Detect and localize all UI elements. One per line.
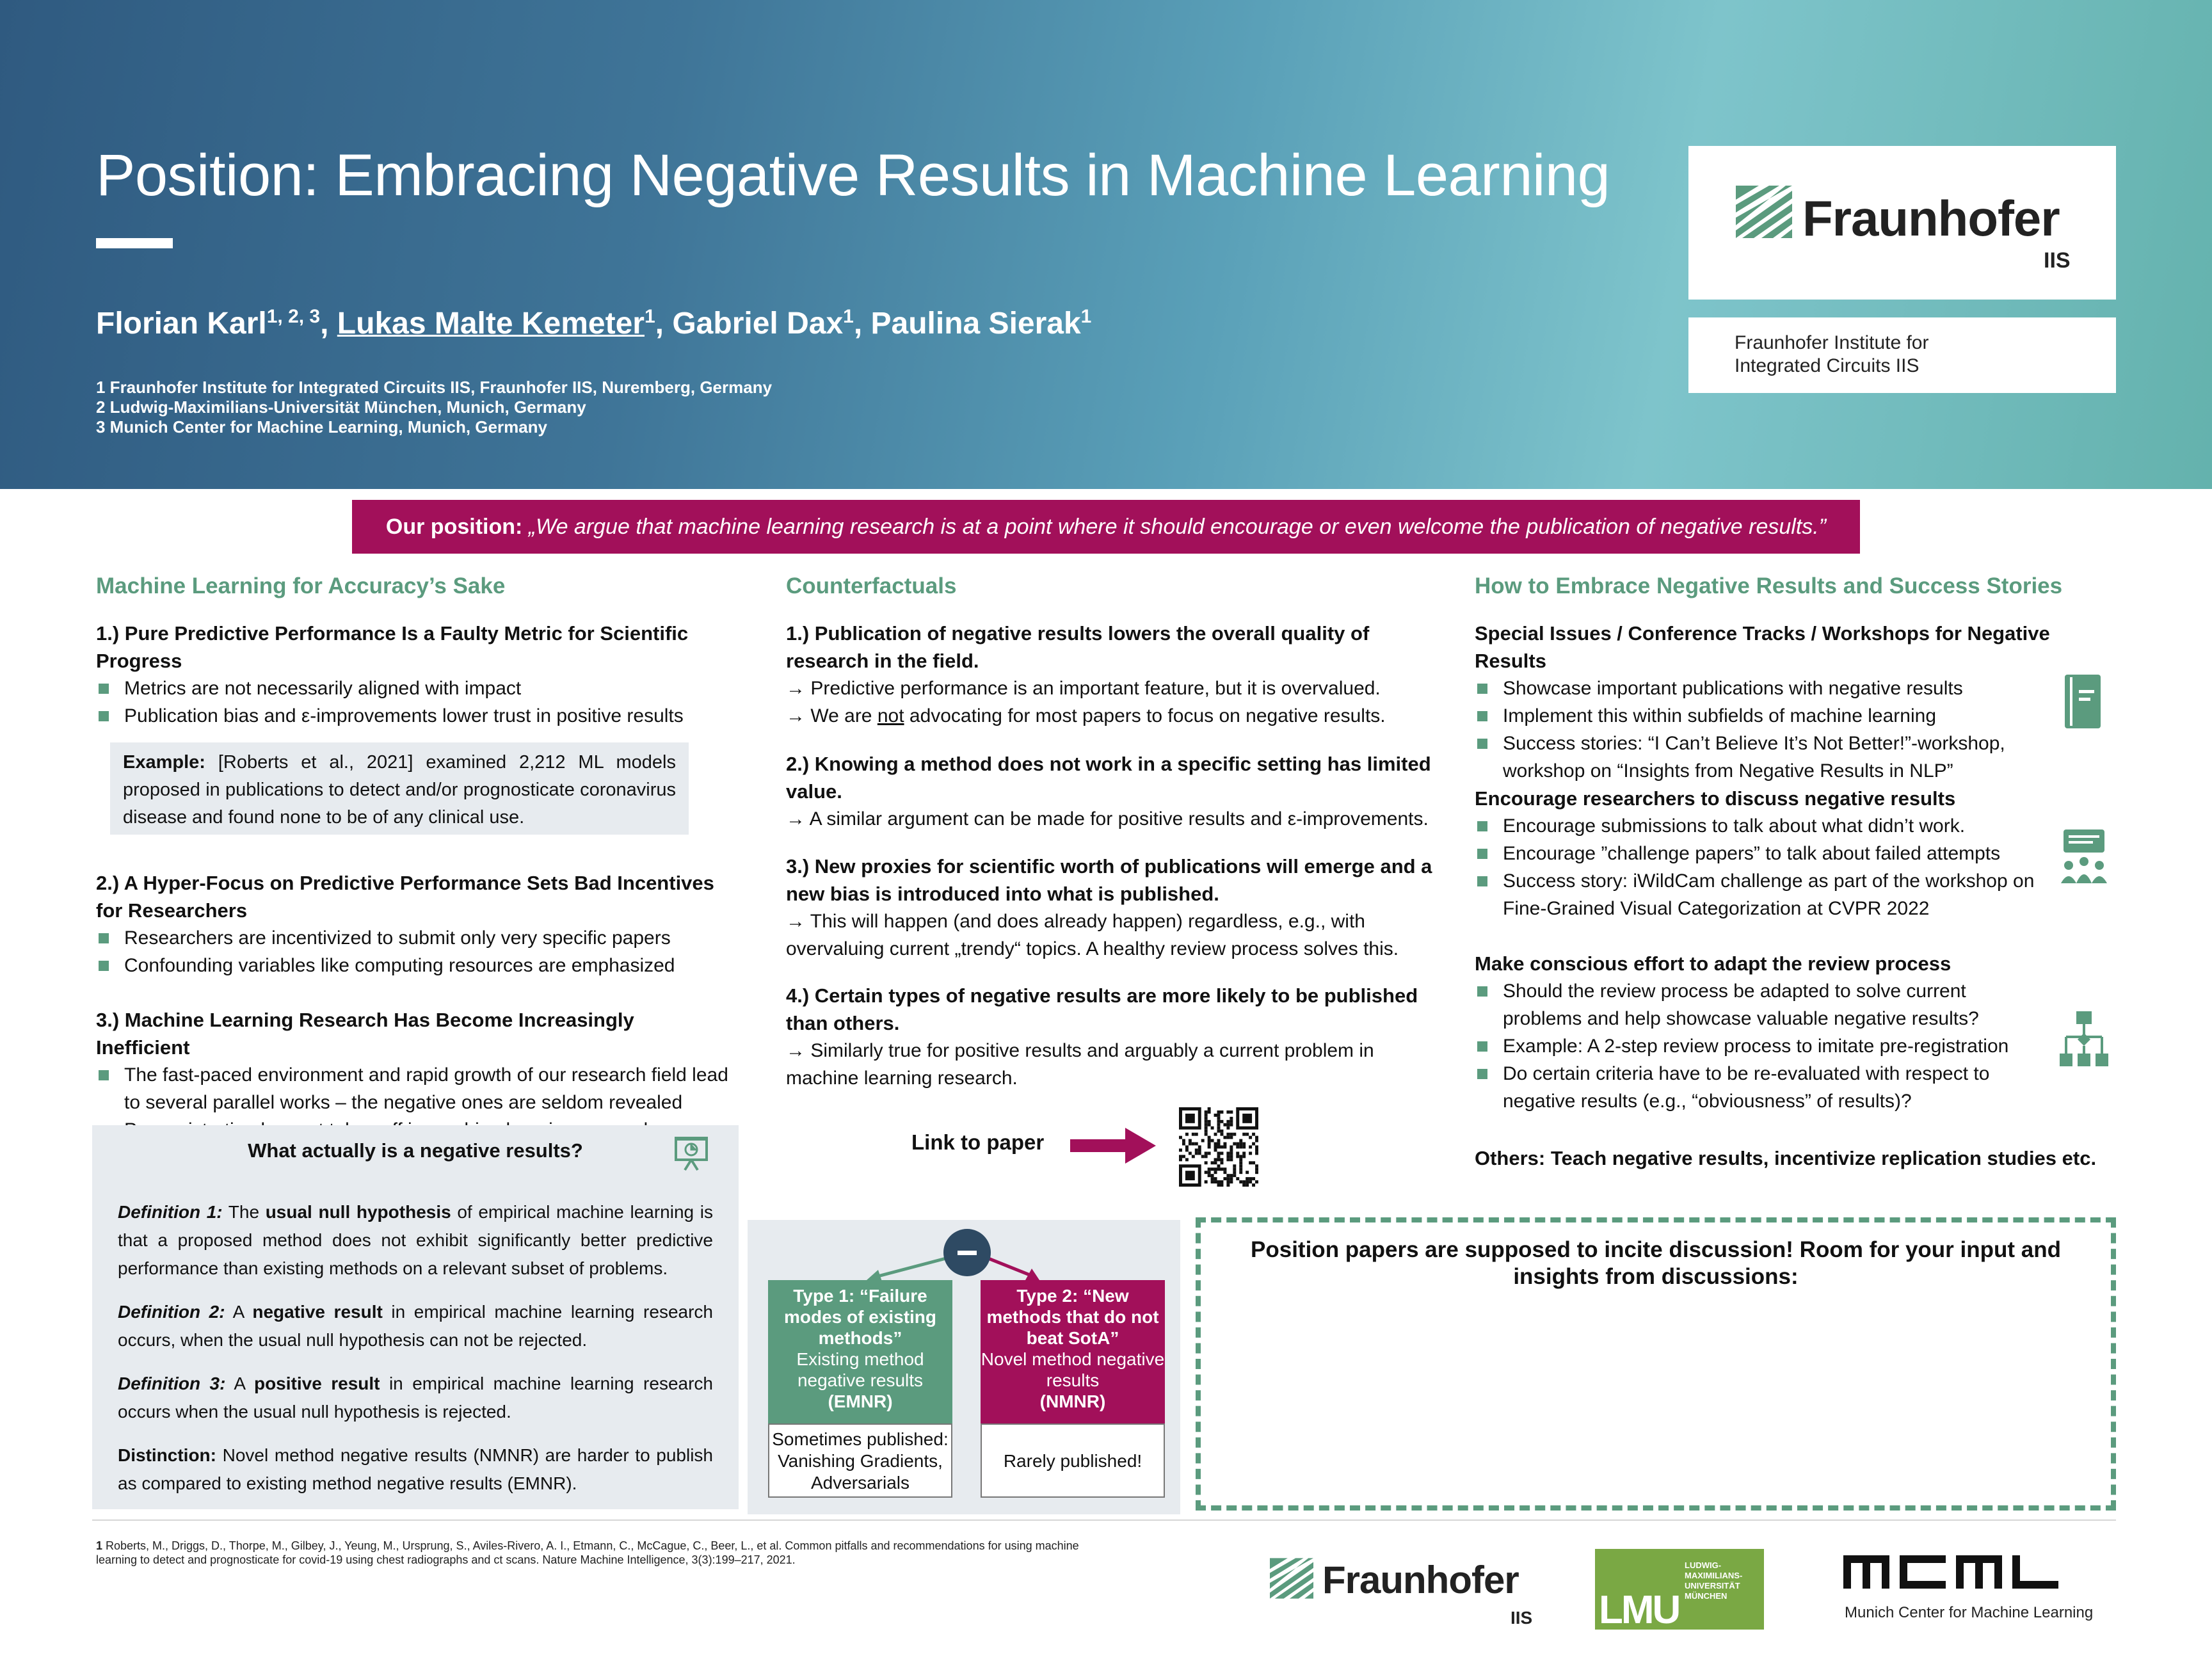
group-discussion-icon [2060, 830, 2108, 883]
list-item: Publication bias and ε-improvements lower trust in positive results [96, 702, 723, 730]
col3-group-1: Special Issues / Conference Tracks / Workshops for Negative Results Showcase important publications with negative results Implement this within subfields of machine learning Success stories: “I Can’t Believe It’s Not Better!”-workshop, workshop on “Insights from Negative Results in NLP” [1475, 620, 2115, 785]
definition-3: Definition 3: A positive result in empirical machine learning research occurs when the usual null hypothesis is rejected. [118, 1374, 713, 1422]
logo-wordmark: Fraunhofer [1802, 190, 2060, 246]
affiliation: 3 Munich Center for Machine Learning, Munich, Germany [96, 417, 547, 437]
counterfactual-4: 4.) Certain types of negative results are more likely to be published than others. → Similarly true for positive results and arguably a current problem in machine learning research. [786, 984, 1418, 1089]
col1-section-3: 3.) Machine Learning Research Has Become Increasingly Inefficient The fast-paced environment and rapid growth of our research field lead to several parallel works – the negative ones are seldom revealed [96, 1006, 730, 1144]
fraunhofer-logo-icon [1736, 186, 1792, 238]
list-item: Encourage ”challenge papers” to talk about failed attempts [1475, 840, 2038, 867]
discussion-box[interactable] [1196, 1217, 2116, 1511]
col1-title: Machine Learning for Accuracy’s Sake [96, 573, 506, 598]
fraunhofer-logo-icon [1270, 1558, 1313, 1599]
institute-name: Fraunhofer Institute for Integrated Circuits IIS [1688, 317, 2116, 393]
counterfactual-3: 3.) New proxies for scientific worth of publications will emerge and a new bias is introduced into what is published. → This will happen (and does already happen) regardless, e.g., with overvaluing current „trendy“ topics. A healthy review process solves this. [786, 855, 1432, 959]
title-underline [96, 238, 173, 248]
col3-title: How to Embrace Negative Results and Success Stories [1475, 573, 2063, 598]
col3-group-2: Encourage researchers to discuss negative results Encourage submissions to talk about what didn’t work. Encourage ”challenge papers” to talk about failed attempts Success story: iWildCam challenge as part of the workshop on Fine-Grained Visual Categorization at CVPR 2022 [1475, 785, 2115, 922]
negative-result-types [748, 1220, 1180, 1514]
counterfactual-2: 2.) Knowing a method does not work in a specific setting has limited value. → A similar argument can be made for positive results and ε-improvements. [786, 753, 1431, 830]
author: Gabriel Dax$^1$, [672, 306, 871, 341]
definition-2: Definition 2: A negative result in empirical machine learning research occurs, when the usual null hypothesis can not be rejected. [118, 1302, 713, 1350]
author: Lukas Malte Kemeter$^1$, [337, 306, 673, 341]
minus-icon [943, 1229, 991, 1276]
others-note: Others: Teach negative results, incentivize replication studies etc. [1475, 1147, 2097, 1169]
author: Paulina Sierak$^1$ [870, 306, 1092, 341]
list-item: Success story: iWildCam challenge as part of the workshop on Fine-Grained Visual Categorization at CVPR 2022 [1475, 867, 2038, 922]
book-icon [2065, 675, 2101, 728]
type-2-box: Type 2: “New methods that do not beat SotA” Novel method negative results (NMNR) [981, 1280, 1165, 1423]
discussion-prompt: Position papers are supposed to incite discussion! Room for your input and insights from discussions: [1251, 1237, 2061, 1289]
counterfactual-1: 1.) Publication of negative results lowers the overall quality of research in the field. → Predictive performance is an important feature, but it is overvalued. → We are not advocating for most papers to focus on negative results. [786, 622, 1386, 726]
col1-section-1: 1.) Pure Predictive Performance Is a Faulty Metric for Scientific Progress Metrics are not necessarily aligned with impact Publication bias and ε-improvements lower trust in positive results [96, 620, 723, 730]
header [0, 0, 2212, 489]
mcml-logo [1843, 1555, 2058, 1594]
definitions-title: What actually is a negative results? [248, 1139, 583, 1162]
footer-divider [92, 1519, 2116, 1521]
list-item: The fast-paced environment and rapid growth of our research field lead to several parallel works – the negative ones are seldom revealed [96, 1061, 730, 1116]
col3-group-3: Make conscious effort to adapt the review process Should the review process be adapted to solve current problems and help showcase valuable negative results? Example: A 2-step review process to imitate pre-registration Do certain criteria have to be re-evaluated with respect to negative results (e.g., “obviousness” of results)? [1475, 950, 2115, 1115]
type-2-note: Rarely published! [981, 1423, 1165, 1498]
list-item: Success stories: “I Can’t Believe It’s Not Better!”-workshop, workshop on “Insights from Negative Results in NLP” [1475, 730, 2038, 785]
arrow-right-icon [1070, 1128, 1156, 1164]
affiliations [96, 378, 772, 437]
type-1-box: Type 1: “Failure modes of existing methods” Existing method negative results (EMNR) [768, 1280, 952, 1423]
logo-iis: IIS [2044, 248, 2071, 273]
col2-title: Counterfactuals [786, 573, 957, 598]
hierarchy-icon [2060, 1011, 2108, 1068]
list-item: Implement this within subfields of machine learning [1475, 702, 2038, 730]
list-item: Do certain criteria have to be re-evaluated with respect to negative results (e.g., “obviousness” of results)? [1475, 1060, 2038, 1115]
poster-title: Position: Embracing Negative Results in Machine Learning [96, 143, 1610, 208]
list-item: Researchers are incentivized to submit only very specific papers [96, 924, 742, 952]
reference: 1 Roberts, M., Driggs, D., Thorpe, M., Gilbey, J., Yeung, M., Ursprung, S., Aviles-Rivero, A. I., Etmann, C., McCague, C., Beer, L., et al. Common pitfalls and recommendations for using machine learning to detect and prognosticate for covid-19 using chest radiographs and ct scans. Nature Machine Intelligence, 3(3):199–217, 2021. [96, 1539, 1079, 1566]
fraunhofer-logo [1688, 146, 2116, 300]
link-to-paper-label: Link to paper [911, 1130, 1045, 1154]
affiliation: 2 Ludwig-Maximilians-Universität München, Munich, Germany [96, 397, 586, 417]
definitions-box [92, 1125, 739, 1509]
footer-fraunhofer-logo: Fraunhofer IIS [1270, 1557, 1539, 1633]
presentation-icon [673, 1135, 709, 1171]
col1-section-2: 2.) A Hyper-Focus on Predictive Performance Sets Bad Incentives for Researchers Researchers are incentivized to submit only very specific papers Confounding variables like computing resources are emphasized [96, 869, 742, 979]
mcml-caption: Munich Center for Machine Learning [1845, 1604, 2094, 1621]
author-list [96, 306, 1091, 341]
distinction: Distinction: Novel method negative results (NMNR) are harder to publish as compared to existing method negative results (EMNR). [118, 1445, 713, 1493]
lmu-logo: LMU LUDWIG- MAXIMILIANS- UNIVERSITÄT MÜNCHEN [1595, 1549, 1764, 1630]
affiliation: 1 Fraunhofer Institute for Integrated Circuits IIS, Fraunhofer IIS, Nuremberg, Germany [96, 378, 773, 397]
author: Florian Karl$^{1, 2, 3}$, [96, 306, 337, 341]
example-box: Example: [Roberts et al., 2021] examined 2,212 ML models proposed in publications to detect and/or prognosticate coronavirus disease and found none to be of any clinical use. [110, 742, 689, 835]
list-item: Encourage submissions to talk about what didn’t work. [1475, 812, 2038, 840]
list-item: Showcase important publications with negative results [1475, 675, 2038, 702]
type-1-note: Sometimes published: Vanishing Gradients, Adversarials [768, 1423, 952, 1498]
position-banner: Our position: „We argue that machine learning research is at a point where it should encourage or even welcome the publication of negative results.” [352, 500, 1860, 554]
list-item: Metrics are not necessarily aligned with impact [96, 675, 723, 702]
definition-1: Definition 1: The usual null hypothesis of empirical machine learning is that a proposed method does not exhibit significantly better predictive performance than existing methods on a relevant subset of problems. [118, 1202, 713, 1278]
list-item: Confounding variables like computing resources are emphasized [96, 952, 742, 979]
list-item: Should the review process be adapted to solve current problems and help showcase valuable negative results? [1475, 977, 2038, 1032]
list-item: Example: A 2-step review process to imitate pre-registration [1475, 1032, 2038, 1060]
qr-code-icon[interactable] [1179, 1107, 1258, 1187]
